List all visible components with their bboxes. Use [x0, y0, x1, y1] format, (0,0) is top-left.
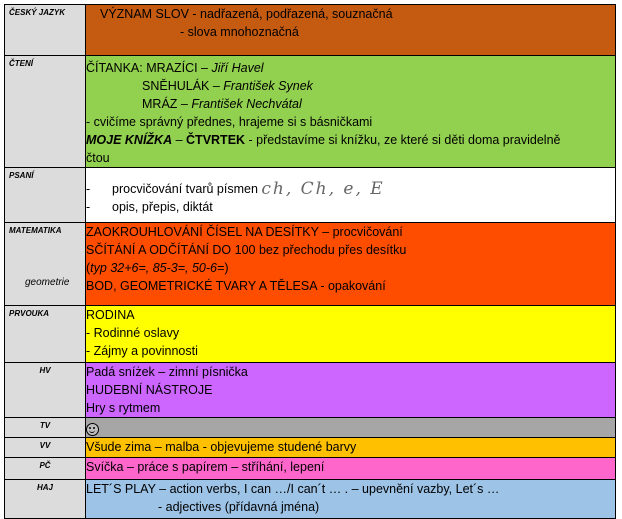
- content-cell: [86, 168, 616, 223]
- subject-cell: [5, 56, 86, 168]
- subject-label: HV: [39, 366, 51, 375]
- row-matematika: [5, 223, 616, 306]
- subject-cell: [5, 480, 86, 519]
- bullet: -: [86, 200, 91, 214]
- row-cesky-jazyk: [5, 5, 616, 56]
- highlight-text: MOJE KNÍŽKA: [86, 133, 173, 147]
- content-cell: [86, 480, 616, 519]
- reading-title: ČÍTANKA: MRAZÍCI –: [86, 61, 212, 75]
- row-haj: [5, 480, 616, 519]
- reading-title: MRÁZ –: [142, 97, 192, 111]
- text-line: - slova mnohoznačná: [180, 25, 299, 39]
- content-cell: [86, 438, 616, 458]
- row-tv: [5, 418, 616, 438]
- text-line: [86, 59, 615, 77]
- content-cell: [86, 418, 616, 438]
- weekly-plan-table: [4, 4, 616, 519]
- text-line: - Rodinné oslavy: [86, 326, 180, 340]
- subject-cell: [5, 458, 86, 480]
- text-line: RODINA: [86, 308, 135, 322]
- row-prvouka: [5, 306, 616, 363]
- subject-label: ČTENÍ: [9, 59, 33, 68]
- text-line: [86, 131, 615, 167]
- bullet: -: [86, 182, 91, 196]
- author-name: František Nechvátal: [191, 97, 302, 111]
- text-line: Padá sníżek – zimní písnička: [86, 365, 248, 379]
- text-line: [86, 180, 615, 198]
- smiley-icon: [86, 423, 99, 436]
- handwriting-sample: ch, Ch, e, E: [261, 179, 385, 199]
- text-line: [86, 198, 615, 216]
- text-line: - adjectives (přídavná jména): [158, 500, 320, 514]
- reading-title: SNĚHULÁK –: [142, 79, 224, 93]
- subject-sublabel: geometrie: [25, 277, 70, 288]
- subject-cell: [5, 363, 86, 418]
- subject-name: MATEMATIKA: [9, 226, 62, 235]
- content-cell: [86, 56, 616, 168]
- content-cell: [86, 306, 616, 363]
- description-text: - představíme si knížku, ze které si děti doma pravidelně čtou: [86, 133, 561, 165]
- author-name: Jiří Havel: [211, 61, 264, 75]
- subject-cell: [5, 418, 86, 438]
- author-name: František Synek: [223, 79, 313, 93]
- subject-cell: [5, 5, 86, 56]
- subject-cell: [5, 438, 86, 458]
- example-text: typ 32+6=, 85-3=, 50-6=: [90, 261, 225, 275]
- subject-label: HAJ: [36, 483, 53, 492]
- subject-cell: [5, 306, 86, 363]
- subject-label: VV: [39, 441, 51, 450]
- paren: ): [224, 261, 229, 275]
- subject-cell: [5, 223, 86, 306]
- paren: (: [86, 261, 91, 275]
- item-text: procvičování tvarů písmen: [112, 182, 258, 196]
- highlight-text: ČTVRTEK: [186, 133, 246, 147]
- text-line: LET´S PLAY – action verbs, I can …/I can´t … . – upevnění vazby, Let´s …: [86, 482, 500, 496]
- row-hv: [5, 363, 616, 418]
- row-pc: [5, 458, 616, 480]
- subject-label: TV: [39, 421, 51, 430]
- text-line: Všude zima – malba - objevujeme studené barvy: [86, 440, 357, 454]
- row-cteni: [5, 56, 616, 168]
- subject-label: PRVOUKA: [9, 309, 50, 318]
- content-cell: [86, 5, 616, 56]
- text-line: [86, 259, 615, 277]
- content-cell: [86, 223, 616, 306]
- text-line: - Zájmy a povinnosti: [86, 344, 198, 358]
- text-line: VÝZNAM SLOV - nadřazená, podřazená, souznačná: [100, 7, 393, 21]
- subject-label: PSANÍ: [9, 171, 34, 180]
- content-cell: [86, 363, 616, 418]
- subject-label: PČ: [39, 461, 51, 470]
- text-line: [86, 77, 615, 95]
- row-psani: [5, 168, 616, 223]
- text-line: BOD, GEOMETRICKÉ TVARY A TĚLESA - opakování: [86, 279, 386, 293]
- subject-label: [5, 223, 85, 288]
- row-vv: [5, 438, 616, 458]
- text-line: HUDEBNÍ NÁSTROJE: [86, 383, 213, 397]
- text-line: Hry s rytmem: [86, 401, 161, 415]
- content-cell: [86, 458, 616, 480]
- text-line: - cvičíme správný přednes, hrajeme si s básničkami: [86, 115, 373, 129]
- item-text: opis, přepis, diktát: [112, 200, 213, 214]
- text-line: [86, 95, 615, 113]
- separator: –: [172, 133, 187, 147]
- text-line: Svíčka – práce s papírem – stříhání, lepení: [86, 460, 325, 474]
- subject-cell: [5, 168, 86, 223]
- text-line: SČÍTÁNÍ A ODČÍTÁNÍ DO 100 bez přechodu přes desítku: [86, 243, 407, 257]
- text-line: ZAOKROUHLOVÁNÍ ČÍSEL NA DESÍTKY – procvičování: [86, 225, 403, 239]
- subject-label: ČESKÝ JAZYK: [9, 8, 66, 17]
